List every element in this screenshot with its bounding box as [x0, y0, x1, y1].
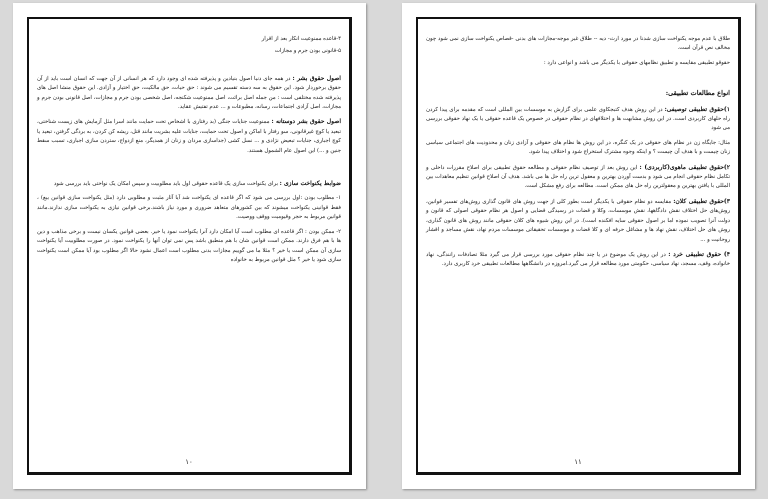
section-heading: اصول حقوق بشر دوستانه : [271, 118, 342, 126]
item-heading: ۴) حقوق تطبیقی خرد : [668, 250, 731, 258]
page-content [37, 35, 341, 450]
paragraph-unification-criteria [37, 179, 341, 189]
paragraph-human-rights [37, 74, 341, 113]
paragraph-descriptive [426, 105, 730, 134]
paragraph-humanitarian-rights [37, 117, 341, 156]
paragraph-text: برای یکنواخت سازی یک قاعده حقوقی اول باید مطلوبیت و سپس امکان یک نواختی باید بررسی شود [53, 181, 278, 188]
page-content [426, 35, 730, 450]
paragraph-desirability: ۱- مطلوب بودن :اول بررسی می شود که اگر قاعده ای یکنواخت شد آیا آثار مثبت و مطلوبی دارد (مثل یکنواخت سازی قوانین بیع) ، فقط قوانینی یکنواخت میشوند که بین کشورهای متعاهد ضروری و مورد نیاز باشند.برخی قوانین نیازی به یکنواخت سازی ندارند.مانند قوانین مربوط به حجر وقیومیت ووقف ووصیت. [37, 195, 341, 221]
item-heading: ۳)حقوق تطبیقی کلان: [673, 197, 731, 205]
paragraph-text: ممنوعیت جنایات جنگی (بد رفتاری با اشخاص تحت حمایت مانند اسرا مثل آزمایش های زیست شناختی، تبعید یا کوچ غیرقانونی، سو رفتار با اماکن و اصول تحت حمایت، جنایات علیه بشریت مانند قتل، ریشه کن کردن، به بردگی گرفتن، تبعید یا کوچ اجباری، جنایات تبعیض نژادی و ... نسل کشی (جداسازی مردان و زنان از همدیگر، منع ازدواج، ستردن سازی اجباری، تسبب سقط جنین و ...) این اصول عام الشمول هستند. [37, 119, 341, 154]
page-border-frame [27, 17, 352, 475]
paragraph-intro: طلاق با عدم موجه یکنواخت سازی شدنا در مورد ارث- دیه -- طلاق غیر موجه-مجازات های بدنی -قصاص یکنواخت سازی نمی شود چون مخالف نص قرآن است. [426, 36, 730, 52]
section-heading: اصول حقوق بشر : [292, 74, 341, 82]
section-heading: ضوابط یکنواخت سازی : [279, 180, 341, 188]
paragraph-text: مقایسه دو نظام حقوقی با یکدیگر است بطور کلی از جهت روش های قانون گذاری روش‌های تفسیر قوانین، روش‌های حل اختلاف نقش دادگاهها، نقش موسسات، وکلا و قضات در رسیدگی قضایی و اصول هر نظام حقوقی اصولی که قانون و دولت آنرا تصویب نموده اما بر اصول حقوقی سایه افکنده است). در این روش شیوه های کلان حقوقی مانند روش های قانون گذاری، روش های حل اختلاف، نقش نهاد ها و مشاغل حرفه ای و کلا قضات و موسسات تحقیقاتی موسسات مردم نهاد، نقش مساجد و اقشار روحانیت و ... [426, 198, 730, 243]
paragraph-macro [426, 197, 730, 245]
item-heading: ۱)حقوق تطبیقی توصیفی: [664, 105, 730, 113]
paragraph-example: مثال: جایگاه زن در نظام های حقوقی در یک کنگره، در این روش ها نظام های حقوقی و آزادی زنان و محدودیت های اجتماعی سیاسی زنان چیست و با هدف آن چیست ؟ و اینکه وجوه مشترک استخراج شود و اختلاف پیدا شود. [426, 139, 730, 156]
paragraph-possibility: ۲- ممکن بودن : اگر قاعده ای مطلوب است آیا امکان دارد آنرا یکنواخت نمود یا خیر. بعضی قوانین یکسان نیست و برخی مذاهب و دین ها با هم فرق دارند. ممکن است قوانین شان با هم منطبق باشد پس نمی توان آنها را یکنواخت نمود. در صورت مطلوبیت آیا یکنواخت سازی آن ممکن است یا خیر ؟ مثلا ما می گوییم مجازات بدنی مطلوب است اعمال نشود حالا اگر مطلوب بود آیا ممکن است یکنواخت سازی شود یا خیر ؟ مثل قوانین مربوط به خانواده [37, 228, 341, 263]
page-border-frame [416, 17, 741, 475]
paragraph-text: در این روش هدف کتبجکاوی علمی برای گزارش به موسسات بین المللی است که مقدمه برای پیدا کردن راه حلهای کاربردی است. در این روش مشابهت ها و اختلافهای در نظام حقوقی در خصوص یک قاعده حقوقی یا یک نهاد حقوقی بررسی می شود [426, 106, 730, 132]
paragraph-text: در این روش یک موضوع در یا چند نظام حقوقی مورد بررسی قرار می گیرد مثلا تصادفات رانندگی، نهاد خانواده، وقف، مسجد، نهاد سیاسی، حکومتی مورد مطالعه قرار می گیرد.امروزه در دانشگاهها مطالعات تطبیقی خرد کاربری دارد. [426, 251, 730, 268]
page-number: ۱۱ [574, 458, 582, 466]
paragraph-substantive [426, 163, 730, 192]
item-heading: ۲)حقوق تطبیقی ماهوی(کاربردی) : [639, 163, 730, 171]
paragraph-comparative-definition: حقوقو تطبیقی مقایسه و تطبیق نظامهای حقوقی با یکدیگر می باشد و انواعی دارد : [543, 59, 730, 66]
rule-list [37, 35, 341, 57]
list-item: ۵-قانونی بودن جرم و مجازات [274, 48, 341, 55]
paragraph-text: این روش بعد از توصیف نظام حقوقی و مطالعه حقوق تطبیقی برای اصلاح مقررات داخلی و تکامل نظام حقوقی انجام می شود و بدست آوردن بهترین و معقول ترین راه حل ها می باشد. هدف آن اصلاح قوانین تنظیم معاهدات بین المللی با یافتن بهترین و معقولترین راه حل های ممکن است. مطالعه برای رفع مشکل است. [426, 164, 730, 190]
paragraph-micro [426, 250, 730, 270]
paragraph-text: در همه جای دنیا اصول بنیادین و پذیرفته شده ای وجود دارد که هر انسانی از آن جهت که انسان است باید از آن حقوق برخوردار شود. این حقوق به سه دسته تقسیم می شوند : حق حیات، حق مالکیت، حق اختیار و آزادی. این حقوق منشا اصل های پذیرفته شده مختلفی است : من جمله اصل برائت، اصل ممنوعیت شکنجه، اصل شخصی بودن جرم و مجازات، اصل قانونی بودن جرم و مجازات، اصل آزادی اجتماعات، رسانه، مطبوعات و ... عدم تفتیش عقاید. [37, 75, 341, 111]
section-title: انواع مطالعات تطبیقی: [665, 89, 730, 98]
page-number: ۱۰ [185, 458, 193, 466]
document-page-10 [13, 3, 366, 489]
document-page-11 [402, 3, 755, 489]
list-item: ۴-قاعده ممنوعیت انکار بعد از اقرار [261, 36, 341, 42]
